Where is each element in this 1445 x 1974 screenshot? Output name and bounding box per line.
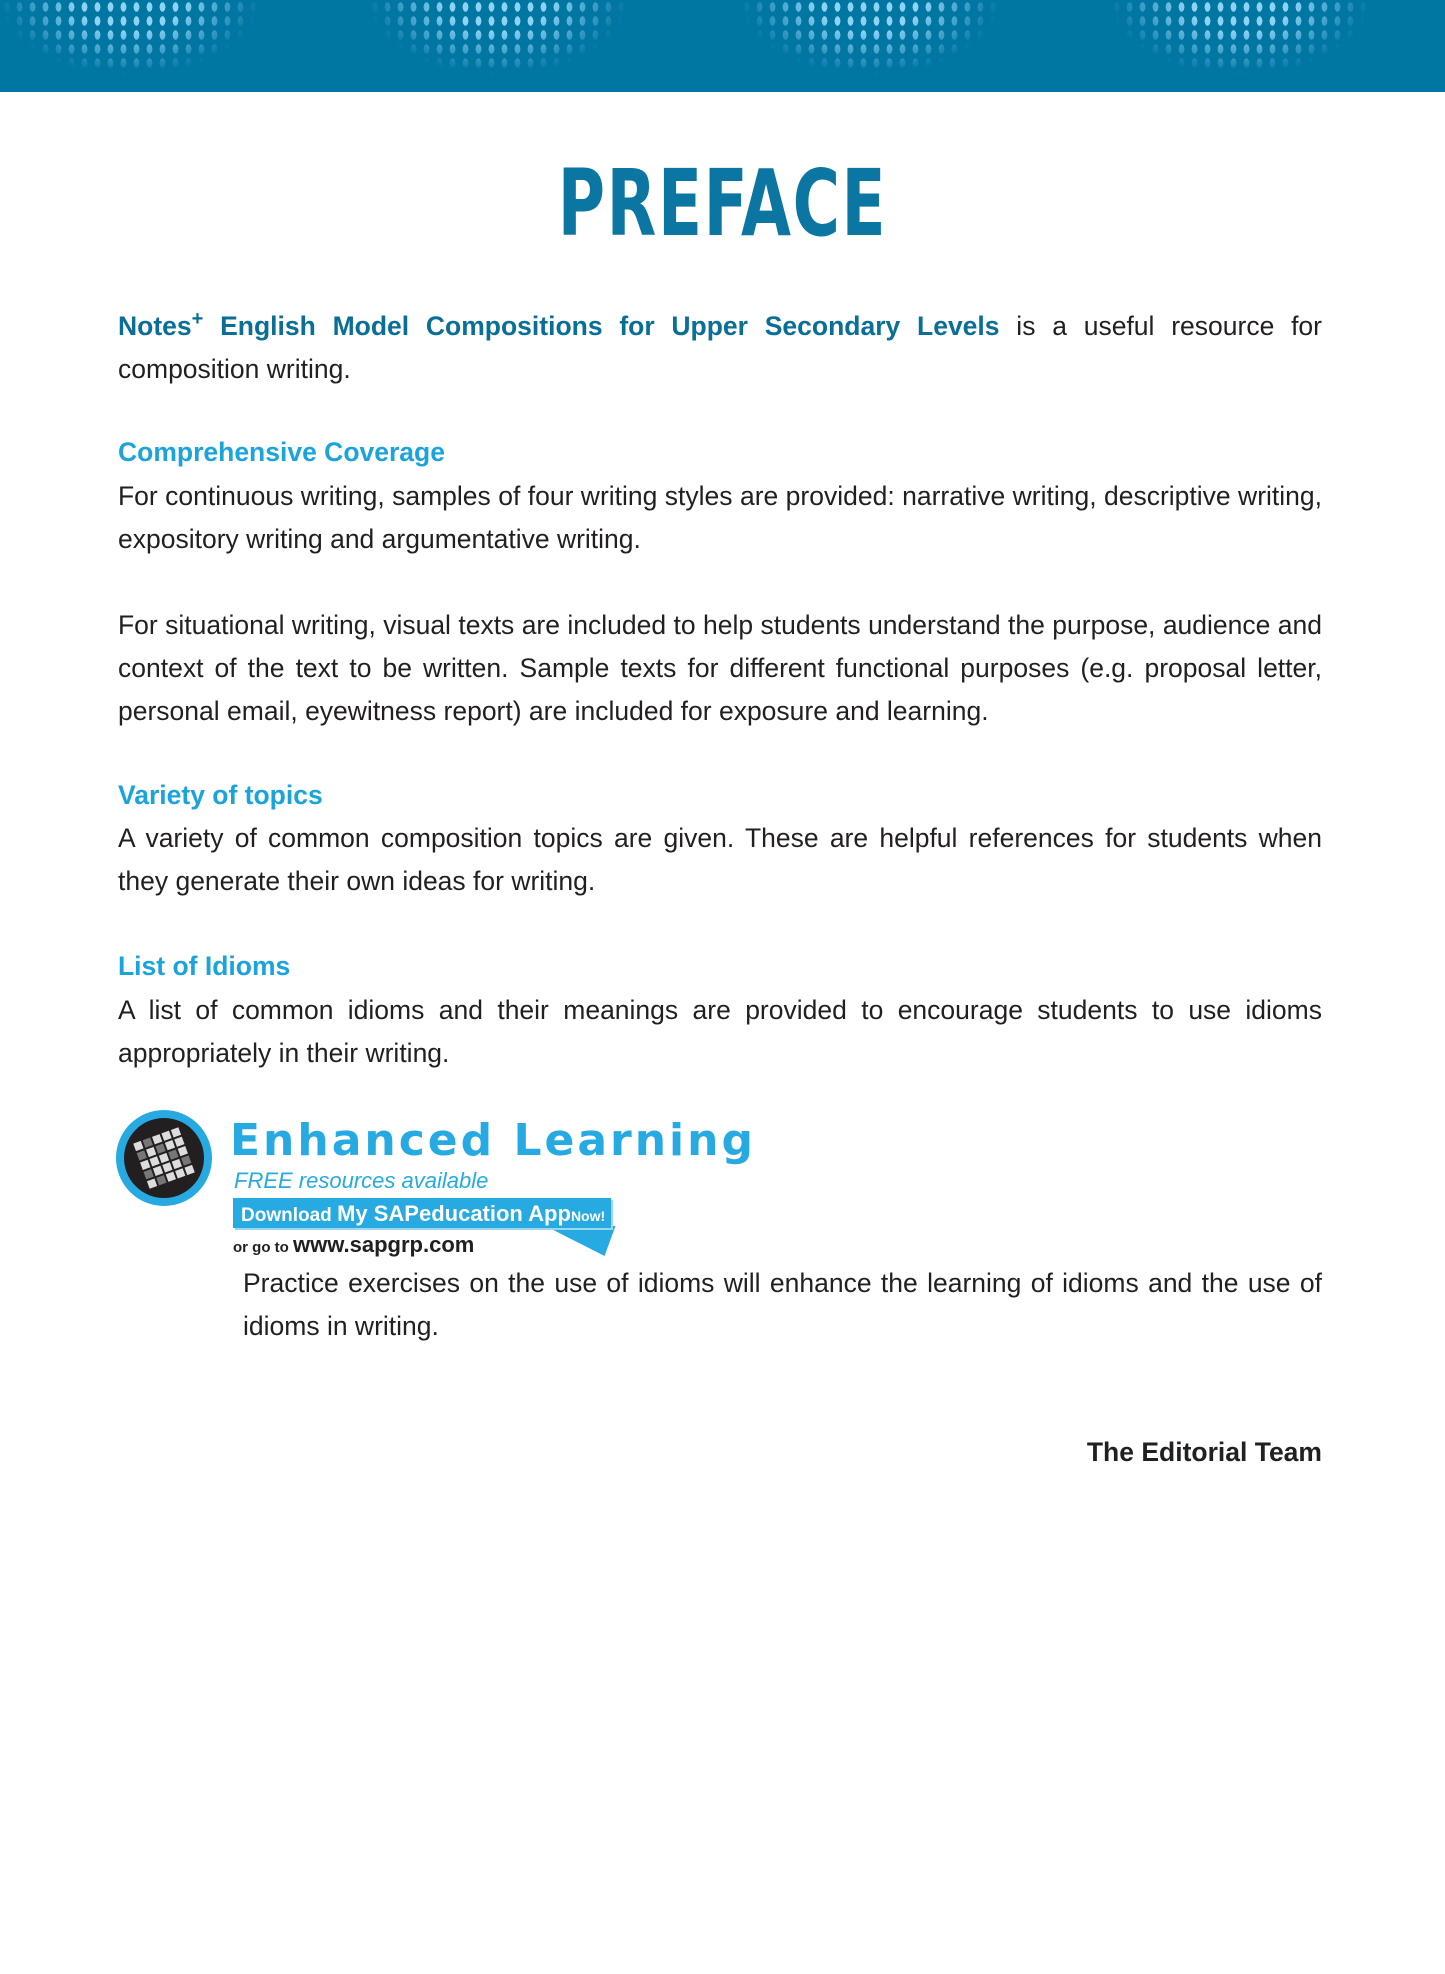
section-heading: Comprehensive Coverage bbox=[118, 437, 445, 467]
enhanced-learning-title: Enhanced Learning bbox=[230, 1115, 756, 1166]
paragraph: Practice exercises on the use of idioms will enhance the learning of idioms and the use of idioms in writing. bbox=[243, 1268, 1322, 1341]
enhanced-learning-logo-icon bbox=[116, 1110, 212, 1206]
header-band bbox=[0, 0, 1445, 92]
book-title: Notes+ English Model Compositions for Upper Secondary Levels bbox=[118, 308, 1000, 341]
section-heading: List of Idioms bbox=[118, 951, 291, 981]
download-app-banner[interactable]: Download My SAPeducation AppNow! bbox=[233, 1198, 611, 1228]
paragraph: For continuous writing, samples of four writing styles are provided: narrative writing, descriptive writing, expository writing and argumentative writing. bbox=[118, 481, 1322, 554]
halftone-pattern bbox=[0, 0, 260, 80]
intro-paragraph: Notes+ English Model Compositions for Upper Secondary Levels is a useful resource for composition writing. bbox=[118, 308, 1322, 384]
halftone-pattern bbox=[368, 0, 628, 80]
halftone-pattern bbox=[740, 0, 1000, 80]
signature: The Editorial Team bbox=[1086, 1437, 1322, 1467]
halftone-pattern bbox=[1110, 0, 1370, 80]
page-title: PREFACE bbox=[557, 150, 888, 257]
paragraph: A list of common idioms and their meanings are provided to encourage students to use idioms appropriately in their writing. bbox=[118, 995, 1322, 1068]
free-resources: FREE resources available bbox=[234, 1168, 489, 1193]
speech-tail bbox=[535, 1226, 616, 1256]
section-heading: Variety of topics bbox=[118, 780, 323, 810]
paragraph: A variety of common composition topics are given. These are helpful references for students when they generate their own ideas for writing. bbox=[118, 823, 1322, 896]
paragraph: For situational writing, visual texts are included to help students understand the purpose, audience and context of the text to be written. Sample texts for different functional purposes (e.g. proposal letter, personal email, eyewitness report) are included for exposure and learning. bbox=[118, 610, 1322, 726]
website-link[interactable]: or go to www.sapgrp.com bbox=[233, 1232, 475, 1257]
